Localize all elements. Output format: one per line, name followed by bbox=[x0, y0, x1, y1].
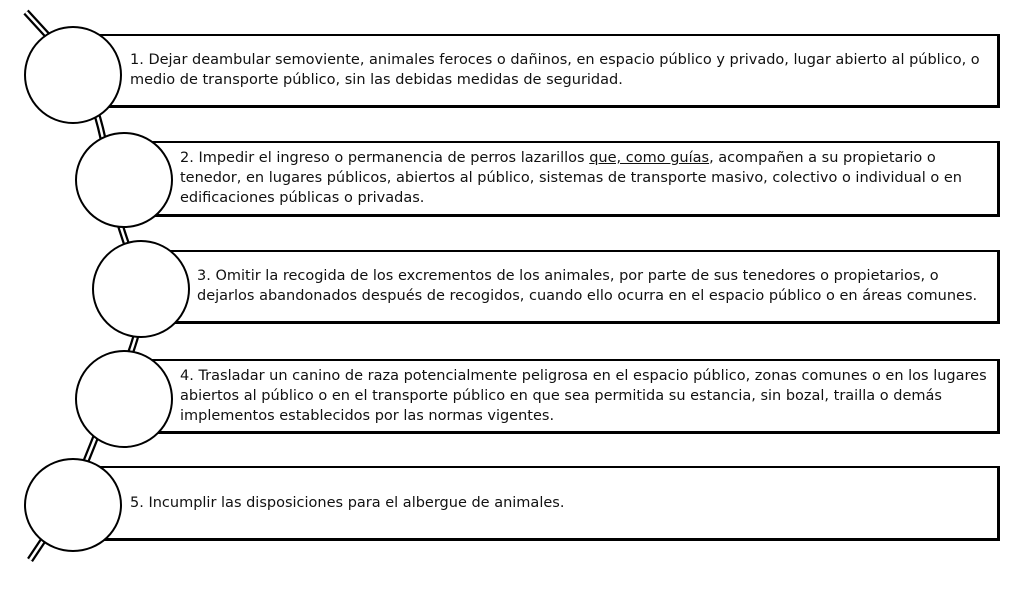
item-2-circle bbox=[75, 132, 173, 228]
item-1-circle bbox=[24, 26, 122, 124]
item-3-circle bbox=[92, 240, 190, 338]
item-2-text-end: , acompañen a su propietario o tenedor, en lugares públicos, abiertos al público, sistemas de transporte masivo, colectivo o individual o en edificaciones públicas o privadas. bbox=[180, 150, 962, 206]
item-2-text-underlined: que, como guías bbox=[589, 150, 710, 166]
item-4-circle bbox=[75, 350, 173, 448]
item-2-text bbox=[180, 148, 995, 208]
item-3-text: 3. Omitir la recogida de los excrementos de los animales, por parte de sus tenedores o propietarios, o dejarlos abandonados después de recogidos, cuando ello ocurra en el espacio público o en áreas comunes. bbox=[197, 268, 978, 304]
item-5-circle bbox=[24, 458, 122, 552]
item-1-text: 1. Dejar deambular semoviente, animales feroces o dañinos, en espacio público y privado, lugar abierto al público, o medio de transporte público, sin las debidas medidas de seguridad. bbox=[130, 52, 980, 88]
item-4-text: 4. Trasladar un canino de raza potencialmente peligrosa en el espacio público, zonas comunes o en los lugares abiertos al público o en el transporte público en que sea permitida su estancia, sin bozal, trailla o demás implementos establecidos por las normas vigentes. bbox=[180, 368, 987, 424]
item-5-text: 5. Incumplir las disposiciones para el albergue de animales. bbox=[130, 495, 565, 511]
item-2-text-start: 2. Impedir el ingreso o permanencia de perros lazarillos bbox=[180, 150, 590, 166]
